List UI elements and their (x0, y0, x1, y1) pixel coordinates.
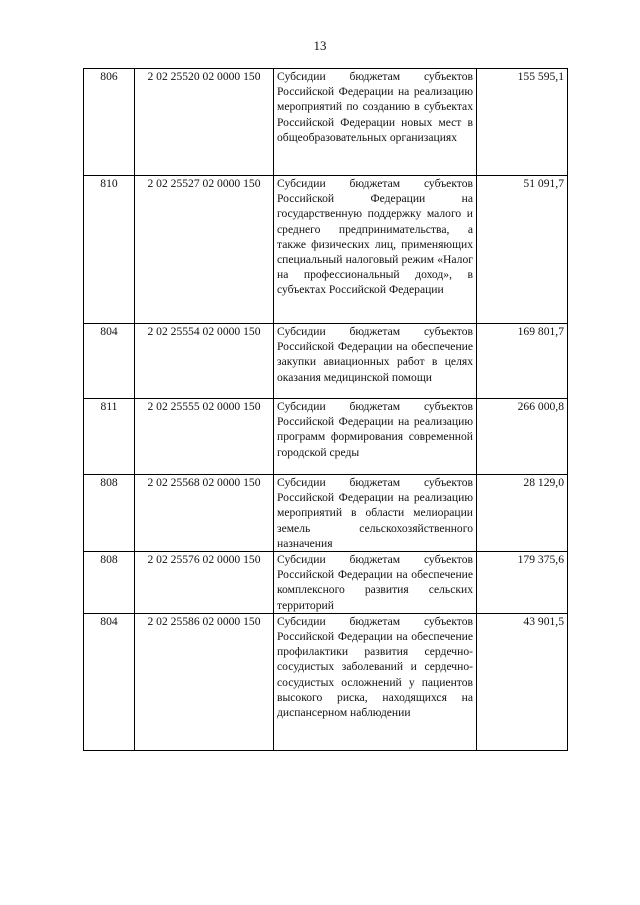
income-name-cell (274, 324, 477, 399)
admin-code-cell: 806 (84, 69, 135, 176)
amount-cell: 43 901,5 (477, 613, 568, 750)
income-name-text: Субсидии бюджетам субъектов Российской Федерации на обеспечение профилактики развития сердечно-сосудистых заболеваний и сердечно-сосудистых осложнений у пациентов высокого риска, находящихся на диспансерном наблюдении (277, 614, 473, 720)
income-name-text: Субсидии бюджетам субъектов Российской Федерации на обеспечение закупки авиационных работ в целях оказания медицинской помощи (277, 325, 473, 384)
income-name-text: Субсидии бюджетам субъектов Российской Федерации на реализацию мероприятий в области мелиорации земель сельскохозяйственного назначения (277, 476, 473, 550)
amount-cell: 155 595,1 (477, 69, 568, 176)
table-row (84, 176, 568, 324)
amount-cell: 179 375,6 (477, 552, 568, 614)
income-name-cell (274, 552, 477, 614)
admin-code-cell: 810 (84, 176, 135, 324)
table-row (84, 69, 568, 176)
budget-classification-code-cell: 2 02 25527 02 0000 150 (135, 176, 274, 324)
income-name-text: Субсидии бюджетам субъектов Российской Федерации на обеспечение комплексного развития сельских территорий (277, 553, 473, 612)
budget-classification-code-cell: 2 02 25554 02 0000 150 (135, 324, 274, 399)
income-name-cell (274, 613, 477, 750)
table-row (84, 399, 568, 475)
table-row (84, 613, 568, 750)
budget-classification-code-cell: 2 02 25568 02 0000 150 (135, 475, 274, 552)
table-row (84, 324, 568, 399)
income-name-text: Субсидии бюджетам субъектов Российской Федерации на государственную поддержку малого и среднего предпринимательства, а также физических лиц, применяющих специальный налоговый режим «Налог на профессиональный доход», в субъектах Российской Федерации (277, 177, 473, 297)
income-name-cell (274, 399, 477, 475)
table-row (84, 475, 568, 552)
income-name-cell (274, 475, 477, 552)
admin-code-cell: 811 (84, 399, 135, 475)
income-name-text: Субсидии бюджетам субъектов Российской Федерации на реализацию программ формирования современной городской среды (277, 400, 473, 459)
income-name-cell (274, 69, 477, 176)
amount-cell: 266 000,8 (477, 399, 568, 475)
amount-cell: 169 801,7 (477, 324, 568, 399)
income-name-text: Субсидии бюджетам субъектов Российской Федерации на реализацию мероприятий по созданию в субъектах Российской Федерации новых мест в общеобразовательных организациях (277, 70, 473, 144)
budget-classification-code-cell: 2 02 25555 02 0000 150 (135, 399, 274, 475)
admin-code-cell: 808 (84, 475, 135, 552)
budget-table (83, 68, 568, 751)
admin-code-cell: 804 (84, 324, 135, 399)
budget-classification-code-cell: 2 02 25576 02 0000 150 (135, 552, 274, 614)
income-name-cell (274, 176, 477, 324)
admin-code-cell: 804 (84, 613, 135, 750)
table-row (84, 552, 568, 614)
amount-cell: 51 091,7 (477, 176, 568, 324)
admin-code-cell: 808 (84, 552, 135, 614)
budget-classification-code-cell: 2 02 25586 02 0000 150 (135, 613, 274, 750)
amount-cell: 28 129,0 (477, 475, 568, 552)
page-number: 13 (313, 38, 327, 53)
budget-classification-code-cell: 2 02 25520 02 0000 150 (135, 69, 274, 176)
